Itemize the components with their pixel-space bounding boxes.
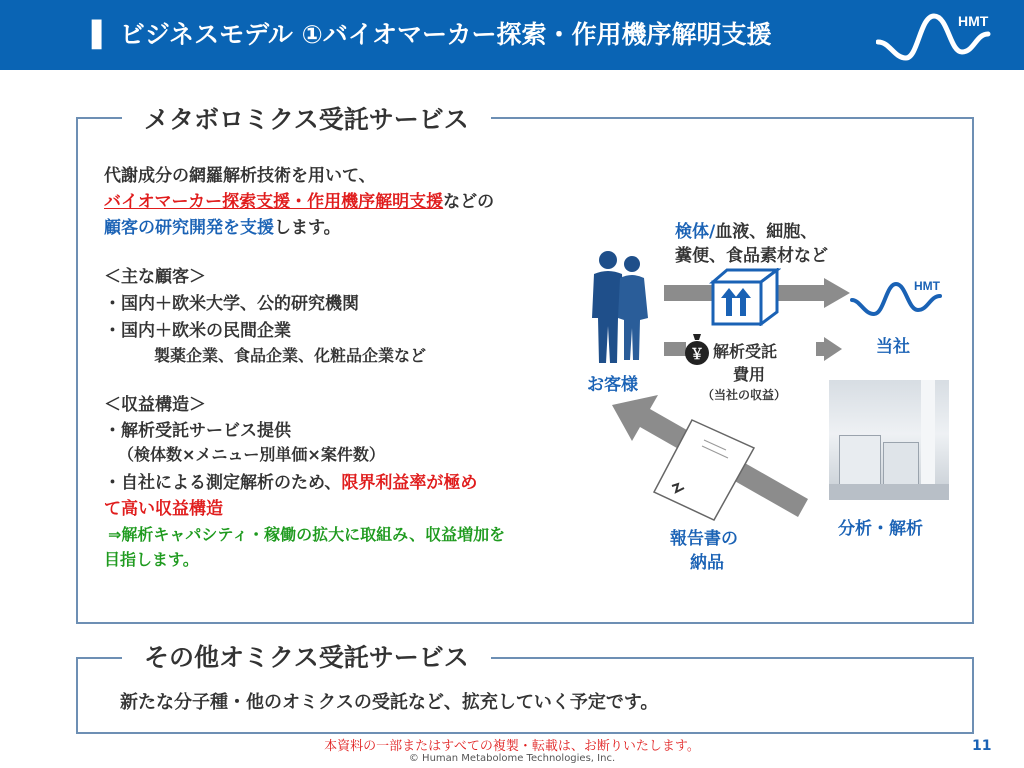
sample-label-blue: 検体/ [675, 222, 716, 242]
report-label-2: 納品 [690, 553, 724, 573]
intro-line-3 [104, 213, 341, 238]
page-number: 11 [972, 738, 992, 754]
company-label: 当社 [876, 337, 910, 357]
intro-blue-text: 顧客の研究開発を支援 [104, 218, 274, 238]
goal-line-1: ⇒解析キャパシティ・稼働の拡大に取組み、収益増加を [108, 525, 506, 544]
customer-label: お客様 [587, 375, 638, 395]
revenue-item-1: ・解析受託サービス提供 [104, 421, 291, 441]
lab-photo [829, 380, 949, 500]
report-document-icon [652, 418, 756, 522]
revenue-item-2-red-a: 限界利益率が極め [341, 473, 478, 493]
analysis-label: 分析・解析 [838, 519, 923, 539]
goal-line-2: 目指します。 [104, 550, 199, 569]
report-label-1: 報告書の [670, 529, 738, 549]
sample-label-rest: 血液、細胞、 [715, 222, 818, 242]
intro-red-text: バイオマーカー探索支援・作用機序解明支援 [104, 192, 444, 212]
intro-line-2-rest: などの [443, 192, 495, 212]
revenue-item-2-prefix: ・自社による測定解析のため、 [104, 473, 342, 493]
header-bar [0, 0, 1024, 70]
intro-line-1: 代謝成分の網羅解析技術を用いて、 [104, 166, 376, 186]
fee-label-1: 解析受託 [713, 342, 778, 361]
hmt-logo-text: HMT [958, 13, 989, 29]
sample-label-line-1 [675, 217, 817, 242]
fee-note: （当社の収益） [702, 388, 787, 402]
yen-symbol: ￥ [690, 347, 704, 363]
other-omics-section-title: その他オミクス受託サービス [122, 638, 491, 674]
company-logo-text: HMT [914, 279, 940, 293]
sample-box-icon [709, 268, 781, 326]
copy-restriction-note: 本資料の一部またはすべての複製・転載は、お断りいたします。 [324, 739, 700, 754]
hmt-logo-icon [876, 6, 996, 64]
customers-heading: ＜主な顧客＞ [104, 267, 206, 287]
slide-title: ▌ ビジネスモデル ①バイオマーカー探索・作用機序解明支援 [92, 20, 772, 49]
money-bag-icon [683, 332, 711, 366]
revenue-heading: ＜収益構造＞ [104, 395, 206, 415]
company-logo-icon [850, 276, 950, 320]
customer-item-2: ・国内＋欧米の民間企業 [104, 321, 291, 341]
fee-label-2: 費用 [733, 365, 766, 384]
revenue-item-2 [104, 468, 477, 493]
intro-line-3-rest: します。 [274, 218, 341, 238]
intro-line-2 [104, 187, 494, 212]
customer-item-2-detail: 製薬企業、食品企業、化粧品企業など [154, 346, 427, 365]
revenue-item-2-red-b: て高い収益構造 [104, 499, 223, 519]
customer-item-1: ・国内＋欧米大学、公的研究機関 [104, 294, 359, 314]
copyright-text: © Human Metabolome Technologies, Inc. [408, 753, 616, 764]
metabolomics-section-title: メタボロミクス受託サービス [122, 100, 491, 136]
customer-figures-icon [588, 248, 654, 366]
sample-label-line-2: 糞便、食品素材など [675, 246, 828, 266]
revenue-item-1-detail: （検体数×メニュー別単価×案件数） [118, 445, 385, 464]
other-omics-body: 新たな分子種・他のオミクスの受託など、拡充していく予定です。 [120, 692, 659, 713]
